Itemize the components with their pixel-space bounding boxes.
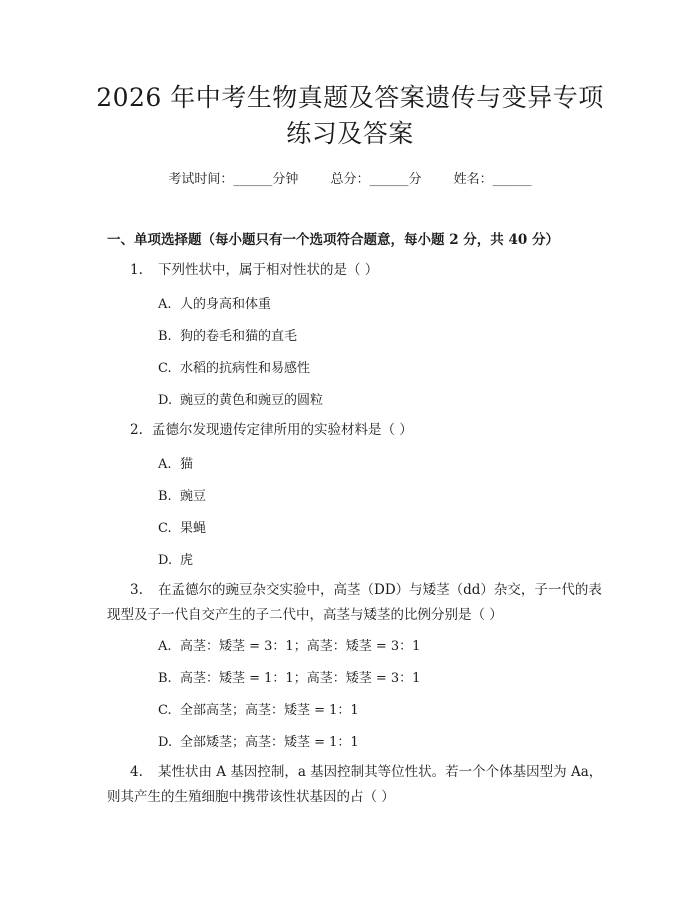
exam-meta: [0, 168, 700, 187]
title-line-2: 练习及答案: [286, 119, 414, 148]
title-line-1: 2026 年中考生物真题及答案遗传与变异专项: [96, 83, 604, 112]
option-2c: C. 果蝇: [158, 521, 207, 536]
question-number: 2.: [130, 422, 143, 438]
question-number: 1.: [130, 262, 143, 278]
question-text-line-1: 某性状由 A 基因控制，a 基因控制其等位性状。若一个个体基因型为 Aa，: [158, 764, 603, 780]
option-3b: B. 高茎：矮茎 = 1：1；高茎：矮茎 = 3：1: [158, 671, 421, 686]
question-text: 孟德尔发现遗传定律所用的实验材料是（ ）: [152, 422, 413, 438]
question-4: [107, 760, 607, 810]
section-heading: 一、单项选择题（每小题只有一个选项符合题意，每小题 2 分，共 40 分）: [107, 232, 559, 248]
question-text-line-1: 在孟德尔的豌豆杂交实验中，高茎（DD）与矮茎（dd）杂交，子一代的表: [158, 582, 602, 598]
option-1a: A. 人的身高和体重: [158, 297, 272, 312]
question-3: [107, 578, 607, 628]
student-name: 姓名：______: [453, 172, 532, 187]
question-text-line-2: 则其产生的生殖细胞中携带该性状基因的占（ ）: [107, 789, 395, 805]
question-1: [130, 258, 378, 283]
document-title: [60, 80, 640, 152]
option-1c: C. 水稻的抗病性和易感性: [158, 361, 311, 376]
option-3a: A. 高茎：矮茎 = 3：1；高茎：矮茎 = 3：1: [158, 639, 421, 654]
exam-time: 考试时间：______分钟: [168, 172, 299, 187]
option-2b: B. 豌豆: [158, 489, 207, 504]
option-1b: B. 狗的卷毛和猫的直毛: [158, 329, 298, 344]
question-number: 4.: [130, 764, 143, 780]
question-2: [130, 418, 413, 443]
option-1d: D. 豌豆的黄色和豌豆的圆粒: [158, 393, 324, 408]
question-text-line-2: 现型及子一代自交产生的子二代中，高茎与矮茎的比例分别是（ ）: [107, 607, 503, 623]
question-number: 3.: [130, 582, 143, 598]
option-3c: C. 全部高茎；高茎：矮茎 = 1：1: [158, 703, 359, 718]
option-3d: D. 全部矮茎；高茎：矮茎 = 1：1: [158, 735, 359, 750]
question-text: 下列性状中，属于相对性状的是（ ）: [158, 262, 379, 278]
option-2a: A. 猫: [158, 457, 194, 472]
exam-total-score: 总分：______分: [330, 172, 422, 187]
option-2d: D. 虎: [158, 553, 194, 568]
